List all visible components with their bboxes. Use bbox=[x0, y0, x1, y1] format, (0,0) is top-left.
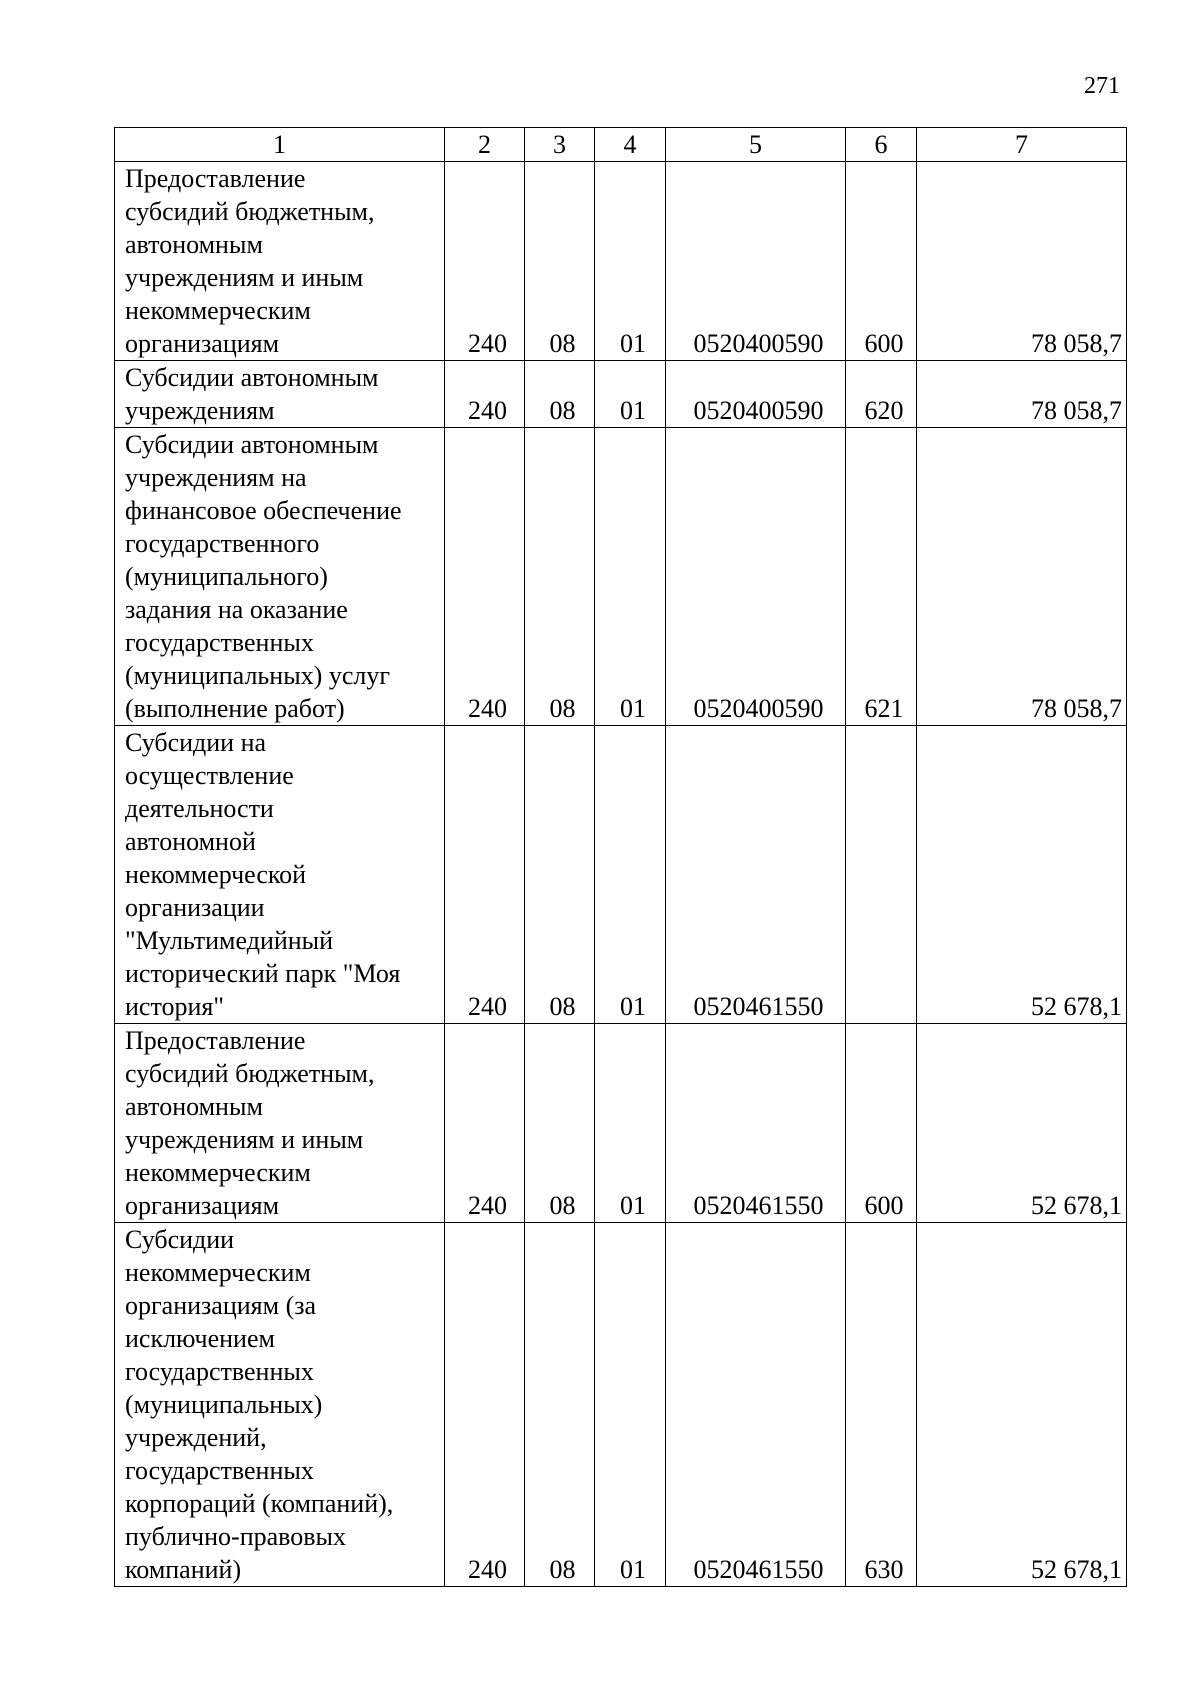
row-name-line: организациям bbox=[125, 329, 280, 358]
table-row bbox=[115, 726, 1127, 1024]
row-subsection-cell: 01 bbox=[595, 361, 666, 428]
row-section-cell: 08 bbox=[525, 162, 595, 361]
row-name-line: организациям bbox=[125, 1191, 280, 1220]
row-name-line: Предоставление bbox=[125, 1026, 306, 1055]
row-amount-cell: 78 058,7 bbox=[917, 361, 1127, 428]
page-number: 271 bbox=[1084, 73, 1120, 99]
column-header-6: 6 bbox=[846, 128, 917, 162]
row-amount-cell: 52 678,1 bbox=[917, 1024, 1127, 1223]
row-expense-type-cell: 600 bbox=[846, 1024, 917, 1223]
row-amount-cell: 78 058,7 bbox=[917, 428, 1127, 726]
row-subsection-cell: 01 bbox=[595, 1024, 666, 1223]
table-row bbox=[115, 361, 1127, 428]
row-subsection-cell: 01 bbox=[595, 162, 666, 361]
row-section-cell: 08 bbox=[525, 1024, 595, 1223]
column-header-7: 7 bbox=[917, 128, 1127, 162]
row-name-line: некоммерческим bbox=[125, 1258, 311, 1287]
row-name-cell bbox=[115, 162, 445, 361]
row-section-cell: 08 bbox=[525, 428, 595, 726]
row-target-article-cell: 0520461550 bbox=[666, 1223, 846, 1587]
row-name-line: государственных bbox=[125, 1357, 314, 1386]
row-name-cell bbox=[115, 1223, 445, 1587]
column-header-5: 5 bbox=[666, 128, 846, 162]
row-name-line: Субсидии bbox=[125, 1225, 235, 1254]
row-name-line: государственных bbox=[125, 1456, 314, 1485]
row-name-line: учреждениям на bbox=[125, 463, 307, 492]
row-name-line: некоммерческим bbox=[125, 1158, 311, 1187]
row-amount-cell: 52 678,1 bbox=[917, 1223, 1127, 1587]
row-name-line: корпораций (компаний), bbox=[125, 1489, 394, 1518]
row-expense-type-cell: 630 bbox=[846, 1223, 917, 1587]
row-name-line: автономным bbox=[125, 1092, 263, 1121]
row-name-line: "Мультимедийный bbox=[125, 926, 334, 955]
row-name-line: (муниципальных) услуг bbox=[125, 661, 391, 690]
row-target-article-cell: 0520461550 bbox=[666, 726, 846, 1024]
row-target-article-cell: 0520400590 bbox=[666, 428, 846, 726]
row-name-line: деятельности bbox=[125, 794, 274, 823]
row-name-line: (муниципального) bbox=[125, 562, 328, 591]
row-name-line: (выполнение работ) bbox=[125, 694, 345, 723]
row-name-line: организациям (за bbox=[125, 1291, 317, 1320]
row-subsection-cell: 01 bbox=[595, 1223, 666, 1587]
row-name-line: учреждениям и иным bbox=[125, 263, 364, 292]
table-row bbox=[115, 1223, 1127, 1587]
row-name-line: история" bbox=[125, 992, 224, 1021]
row-name-line: государственного bbox=[125, 529, 320, 558]
column-header-3: 3 bbox=[525, 128, 595, 162]
row-name-cell bbox=[115, 726, 445, 1024]
row-subsection-cell: 01 bbox=[595, 726, 666, 1024]
row-expense-type-cell: 600 bbox=[846, 162, 917, 361]
row-target-article-cell: 0520400590 bbox=[666, 162, 846, 361]
row-name-line: задания на оказание bbox=[125, 595, 348, 624]
budget-table bbox=[114, 127, 1127, 1587]
column-header-4: 4 bbox=[595, 128, 666, 162]
row-section-cell: 08 bbox=[525, 726, 595, 1024]
row-name-line: осуществление bbox=[125, 761, 294, 790]
row-section-cell: 08 bbox=[525, 1223, 595, 1587]
row-name-cell bbox=[115, 361, 445, 428]
row-name-line: субсидий бюджетным, bbox=[125, 197, 375, 226]
row-name-line: Субсидии автономным bbox=[125, 363, 379, 392]
row-subsection-cell: 01 bbox=[595, 428, 666, 726]
row-name-line: публично-правовых bbox=[125, 1522, 346, 1551]
table-row bbox=[115, 428, 1127, 726]
row-name-line: автономной bbox=[125, 827, 256, 856]
row-name-line: субсидий бюджетным, bbox=[125, 1059, 375, 1088]
row-name-line: Предоставление bbox=[125, 164, 306, 193]
row-name-line: Субсидии на bbox=[125, 728, 267, 757]
row-code-cell: 240 bbox=[445, 428, 525, 726]
row-name-line: организации bbox=[125, 893, 265, 922]
row-code-cell: 240 bbox=[445, 1223, 525, 1587]
row-code-cell: 240 bbox=[445, 726, 525, 1024]
row-name-line: исторический парк "Моя bbox=[125, 959, 401, 988]
row-code-cell: 240 bbox=[445, 162, 525, 361]
row-name-line: исключением bbox=[125, 1324, 275, 1353]
row-section-cell: 08 bbox=[525, 361, 595, 428]
row-name-line: (муниципальных) bbox=[125, 1390, 323, 1419]
column-header-1: 1 bbox=[115, 128, 445, 162]
row-amount-cell: 78 058,7 bbox=[917, 162, 1127, 361]
table-row bbox=[115, 1024, 1127, 1223]
row-expense-type-cell bbox=[846, 726, 917, 1024]
row-expense-type-cell: 620 bbox=[846, 361, 917, 428]
row-expense-type-cell: 621 bbox=[846, 428, 917, 726]
row-name-line: учреждениям bbox=[125, 396, 275, 425]
row-target-article-cell: 0520400590 bbox=[666, 361, 846, 428]
row-name-line: учреждений, bbox=[125, 1423, 267, 1452]
row-amount-cell: 52 678,1 bbox=[917, 726, 1127, 1024]
row-name-line: некоммерческой bbox=[125, 860, 307, 889]
row-name-line: автономным bbox=[125, 230, 263, 259]
row-name-line: учреждениям и иным bbox=[125, 1125, 364, 1154]
table-row bbox=[115, 162, 1127, 361]
row-code-cell: 240 bbox=[445, 1024, 525, 1223]
row-name-line: государственных bbox=[125, 628, 314, 657]
row-name-cell bbox=[115, 428, 445, 726]
row-name-line: компаний) bbox=[125, 1555, 242, 1584]
row-name-line: финансовое обеспечение bbox=[125, 496, 402, 525]
column-header-2: 2 bbox=[445, 128, 525, 162]
row-name-line: некоммерческим bbox=[125, 296, 311, 325]
table-header-row bbox=[115, 128, 1127, 162]
row-target-article-cell: 0520461550 bbox=[666, 1024, 846, 1223]
row-name-line: Субсидии автономным bbox=[125, 430, 379, 459]
row-name-cell bbox=[115, 1024, 445, 1223]
row-code-cell: 240 bbox=[445, 361, 525, 428]
